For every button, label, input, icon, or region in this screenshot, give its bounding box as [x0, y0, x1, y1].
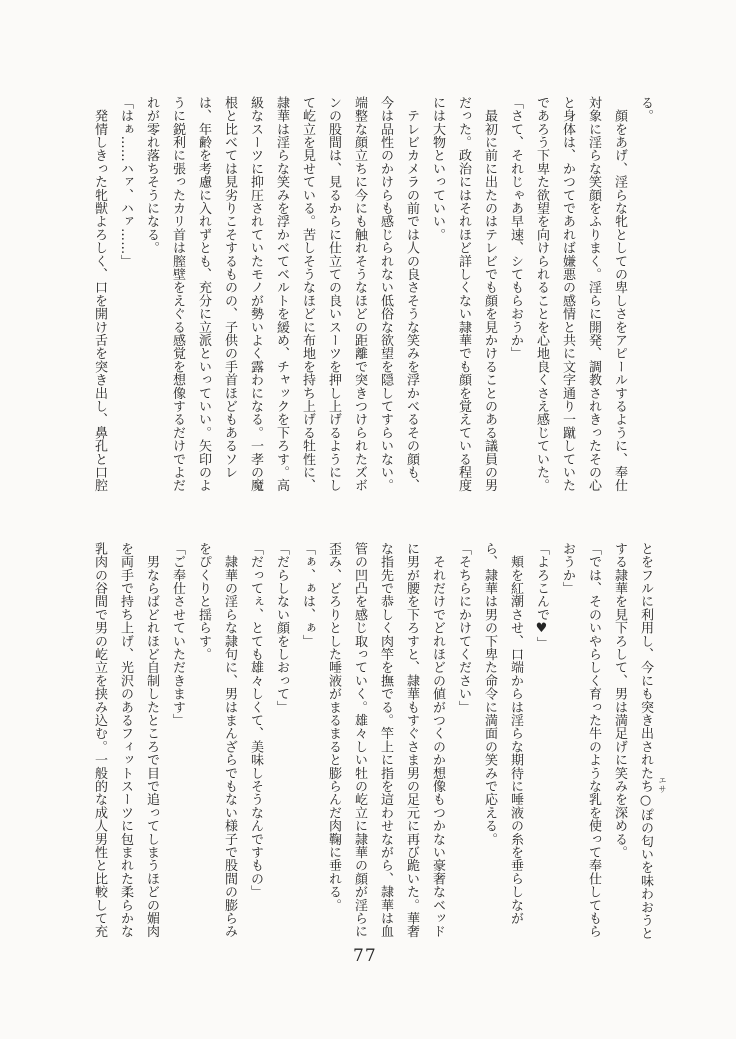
text-line: 根と比べては見劣りこそするものの、子供の手首ほどもあるソレ [222, 96, 237, 479]
text-line: 「さて、それじゃあ早速、シてもらおうか」 [508, 96, 523, 360]
text-line: をぴくりと揺らす。 [196, 542, 211, 661]
text-line: 「ぁ、ぁは、ぁ」 [300, 542, 315, 648]
text-line: 管の凹凸を感じ取っていく。雄々しい牡の屹立に隷華の顔が淫らに [352, 542, 367, 938]
text-line: る。 [638, 96, 653, 123]
text-line: 今は品性のかけらも感じられない低俗な欲望を隠してすらいない。 [378, 96, 393, 492]
upper-text-block [86, 96, 658, 500]
text-line: であろう下卑た欲望を向けられることを心地良くさえ感じていた。 [534, 96, 549, 492]
text-line: を両手で持ち上げ、光沢のあるフィットスーツに包まれた柔らかな [118, 542, 133, 938]
text-line: 「ご奉仕させていただきます」 [170, 542, 185, 727]
text-line: する隷華を見下ろして、男は満足げに笑みを深める。 [612, 542, 627, 859]
text-line: テレビカメラの前では人の良さそうな笑みを浮かべるその顔も、 [404, 96, 419, 492]
text-line: 歪み、どろりとした唾液がまるまると膨らんだ肉鞠に垂れる。 [326, 542, 341, 912]
text-line: おうか」 [560, 542, 575, 595]
text-line: は、年齢を考慮に入れずとも、充分に立派といっていい。矢印のよ [196, 96, 211, 492]
text-line: には大物といっていい。 [430, 96, 445, 242]
text-line: それだけでどれほどの値がつくのか想像もつかない豪奢なベッド [430, 542, 445, 938]
text-line: 乳肉の谷間で男の屹立を挟み込む。一般的な成人男性と比較して充 [92, 542, 107, 938]
text-line: 「だってぇ、とても雄々しくて、美味しそうなんですもの」 [248, 542, 263, 899]
text-line: 「よろこんで♥」 [534, 542, 549, 650]
text-line: に男が腰を下ろすと、隷華もすぐさま男の足元に再び跪いた。華奢 [404, 542, 419, 938]
text-line: 頬を紅潮させ、口端からは淫らな期待に唾液の糸を垂らしなが [508, 542, 523, 925]
text-line: 「では、そのいやらしく育った牛のような乳を使って奉仕してもら [586, 542, 601, 938]
text-line: 「だらしない顔をしおって」 [274, 542, 289, 714]
text-line: 発情しきった牝獣よろしく、口を開け舌を突き出し、鼻孔と口腔 [92, 96, 107, 492]
text-line: だった。政治にはそれほど詳しくない隷華でも顔を覚えている程度 [456, 96, 471, 492]
text-line: と身体は、かつてであれば嫌悪の感情と共に文字通り一蹴していた [560, 96, 575, 492]
text-line: 対象に淫らな笑顔をふりまく。淫らに開発、調教されきったその心 [586, 96, 601, 492]
page-number: 77 [353, 946, 377, 966]
furigana-ruby: エサ [658, 776, 667, 794]
text-line: 顔をあげ、淫らな牝としての卑しさをアピールするように、奉仕 [612, 96, 627, 492]
lower-text-block [86, 542, 658, 940]
text-line: 隷華は淫らな笑みを浮かべてベルトを緩め、チャックを下ろす。高 [274, 96, 289, 492]
text-line: 男ならばどれほど自制したところで目で追ってしまうほどの媚肉 [144, 542, 159, 938]
text-line: うに鋭利に張ったカリ首は膣壁をえぐる感覚を想像するだけでよだ [170, 96, 185, 492]
text-line: て屹立を見せている。苦しそうなほどに布地を持ち上げる牡性に、 [300, 96, 315, 492]
text-line: 隷華の淫らな隷句に、男はまんざらでもない様子で股間の膨らみ [222, 542, 237, 938]
text-line: とをフルに利用し、今にも突き出されたち○ぽの匂いを味わおうと [638, 542, 653, 940]
text-line: ンの股間は、見るからに仕立ての良いスーツを押し上げるようにし [326, 96, 341, 492]
text-line: ら、隷華は男の下卑た命令に満面の笑みで応える。 [482, 542, 497, 846]
text-line: 「そちらにかけてください」 [456, 542, 471, 714]
text-line: 「はぁ……ハァ、ハァ……」 [118, 96, 133, 268]
text-line: れが零れ落ちそうになる。 [144, 96, 159, 255]
text-line: 級なスーツに抑圧されていたモノが勢いよく露わになる。一孝の魔 [248, 96, 263, 492]
text-line: な指先で恭しく肉竿を撫でる。竿上に指を這わせながら、隷華は血 [378, 542, 393, 938]
text-line: 最初に前に出たのはテレビでも顔を見かけることのある議員の男 [482, 96, 497, 492]
text-line: 端整な顔立ちに今にも触れそうなほどの距離で突きつけられたズボ [352, 96, 367, 492]
